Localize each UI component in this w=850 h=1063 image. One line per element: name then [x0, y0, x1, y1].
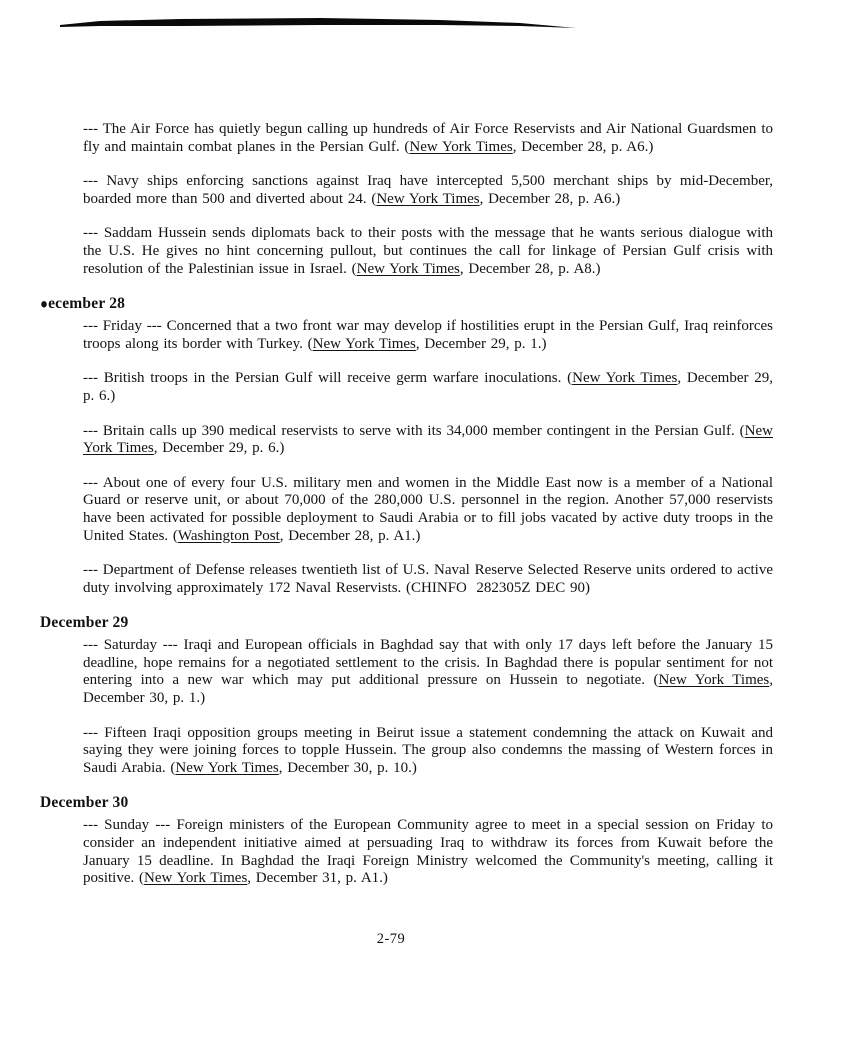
entry-text: --- Friday --- Concerned that a two front war may develop if hostilities erupt in the Persian Gulf, Iraq reinforces troops along its border with Turkey. ( — [83, 318, 773, 352]
entry-paragraph — [83, 370, 773, 405]
date-heading-label: December 30 — [40, 794, 129, 812]
entry-paragraph — [83, 318, 773, 353]
entry-text: , December 28, p. A1.) — [279, 527, 421, 544]
entry-text: , December 29, p. 1.) — [415, 335, 547, 352]
entry-paragraph — [83, 817, 773, 887]
source-citation: New York Times — [312, 335, 416, 352]
source-citation: New York Times — [409, 138, 513, 155]
section-december-29 — [40, 614, 776, 777]
entry-text: , December 29, p. 6.) — [83, 370, 773, 404]
entry-text: , December 28, p. A6.) — [479, 190, 621, 207]
entry-paragraph — [83, 637, 773, 707]
entry-paragraph — [83, 423, 773, 458]
date-heading — [40, 614, 776, 632]
entry-text: --- Saturday --- Iraqi and European officials in Baghdad say that with only 17 days left before the January 15 deadline, hope remains for a negotiated settlement to the crisis. In Baghdad there is popular sentiment for not entering into a new war which may put additional pressure on Hussein to negotiate. ( — [83, 637, 773, 689]
entry-text: --- Fifteen Iraqi opposition groups meeting in Beirut issue a statement condemning the attack on Kuwait and saying they were joining forces to topple Hussein. The group also condemns the massing of Western forces in Saudi Arabia. ( — [83, 724, 773, 776]
entry-paragraph — [83, 725, 773, 778]
source-citation: New York Times — [175, 759, 279, 776]
entry-text: --- Britain calls up 390 medical reservists to serve with its 34,000 member contingent in the Persian Gulf. ( — [83, 422, 745, 439]
entry-text: --- Saddam Hussein sends diplomats back to their posts with the message that he wants serious dialogue with the U.S. He gives no hint concerning pullout, but continues the call for linkage of Persian Gulf crisis with resolution of the Palestinian issue in Israel. ( — [83, 225, 773, 277]
entry-text: , December 28, p. A6.) — [512, 138, 654, 155]
date-heading — [40, 295, 776, 313]
scan-artifact-line — [60, 14, 580, 34]
source-citation: New York Times — [658, 672, 770, 689]
entry-text: , December 30, p. 10.) — [278, 759, 417, 776]
scan-blob-letter: ● — [40, 294, 49, 313]
entry-text: , December 29, p. 6.) — [153, 440, 285, 457]
entry-text: --- Navy ships enforcing sanctions against Iraq have intercepted 5,500 merchant ships by mid-December, boarded more than 500 and diverted about 24. ( — [83, 173, 773, 207]
date-heading-label: December 29 — [40, 614, 129, 632]
source-citation: New York Times — [356, 260, 460, 277]
entry-text: --- The Air Force has quietly begun calling up hundreds of Air Force Reservists and Air National Guardsmen to fly and maintain combat planes in the Persian Gulf. ( — [83, 121, 773, 155]
source-citation: Washington Post — [177, 527, 280, 544]
source-citation: New York Times — [572, 370, 678, 387]
document-body — [40, 121, 776, 905]
entry-paragraph — [83, 121, 773, 156]
entry-text: --- British troops in the Persian Gulf will receive germ warfare inoculations. ( — [83, 370, 573, 387]
entry-paragraph — [83, 475, 773, 545]
entry-paragraph — [83, 225, 773, 278]
entry-paragraph — [83, 173, 773, 208]
date-heading — [40, 794, 776, 812]
entry-text: , December 31, p. A1.) — [247, 870, 388, 887]
entry-text: --- About one of every four U.S. military men and women in the Middle East now is a member of a National Guard or reserve unit, or about 70,000 of the 280,000 U.S. personnel in the region. Another 57,000 reservists have been activated for possible deployment to Saudi Arabia or to fill jobs vacated by active duty troops in the United States. ( — [83, 474, 773, 544]
source-citation: New York Times — [376, 190, 480, 207]
entry-text: --- Sunday --- Foreign ministers of the European Community agree to meet in a special session on Friday to consider an independent initiative aimed at persuading Iraq to withdraw its forces from Kuwait before the January 15 deadline. In Baghdad the Iraqi Foreign Ministry welcomed the Community's meeting, calling it positive. ( — [83, 817, 773, 887]
page-number: 2-79 — [376, 931, 406, 947]
section-intro — [40, 121, 776, 278]
entry-text: , December 30, p. 1.) — [83, 672, 773, 707]
section-december-28 — [40, 295, 776, 597]
date-heading-label: ecember 28 — [48, 295, 126, 313]
entry-paragraph — [83, 562, 773, 597]
source-citation: New York Times — [144, 870, 248, 887]
entry-text: , December 28, p. A8.) — [459, 260, 601, 277]
section-december-30 — [40, 794, 776, 887]
entry-text: --- Department of Defense releases twentieth list of U.S. Naval Reserve Selected Reserve units ordered to active duty involving approximately 172 Naval Reservists. (CHINFO 282305Z DEC 90) — [83, 562, 773, 596]
source-citation: New York Times — [83, 422, 773, 457]
